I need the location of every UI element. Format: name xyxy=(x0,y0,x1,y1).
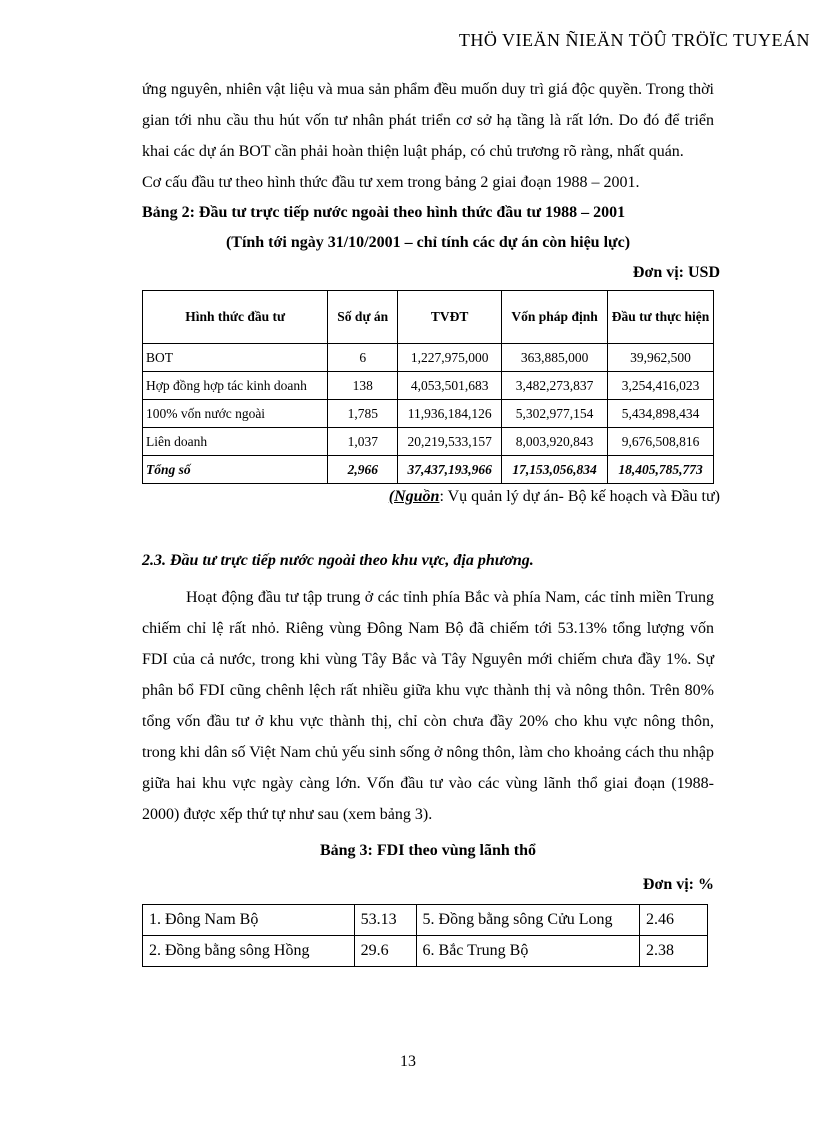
table-cell: Tổng số xyxy=(143,456,328,484)
table-cell: 1,785 xyxy=(328,400,398,428)
table-cell: 11,936,184,126 xyxy=(398,400,502,428)
table-cell: 2.46 xyxy=(640,905,708,936)
table-cell: 5,302,977,154 xyxy=(502,400,608,428)
table-cell: 1. Đông Nam Bộ xyxy=(143,905,355,936)
table-row xyxy=(143,428,714,456)
page-content xyxy=(142,74,720,967)
table-cell: Liên doanh xyxy=(143,428,328,456)
table-cell: 37,437,193,966 xyxy=(398,456,502,484)
table-cell: 2,966 xyxy=(328,456,398,484)
table-cell: 29.6 xyxy=(354,936,416,967)
region-fdi-table xyxy=(142,904,708,967)
table-cell: 2.38 xyxy=(640,936,708,967)
section-heading: 2.3. Đầu tư trực tiếp nước ngoài theo khu vực, địa phương. xyxy=(142,552,534,569)
table-cell: 100% vốn nước ngoài xyxy=(143,400,328,428)
table-cell: 53.13 xyxy=(354,905,416,936)
table2-caption: Bảng 2: Đầu tư trực tiếp nước ngoài theo hình thức đầu tư 1988 – 2001 xyxy=(142,204,626,221)
table-header-row xyxy=(143,291,714,344)
table-cell: 18,405,785,773 xyxy=(608,456,714,484)
table-cell: 20,219,533,157 xyxy=(398,428,502,456)
paragraph-2: Cơ cấu đầu tư theo hình thức đầu tư xem trong bảng 2 giai đoạn 1988 – 2001. xyxy=(142,174,640,191)
table2-subcaption: (Tính tới ngày 31/10/2001 – chỉ tính các dự án còn hiệu lực) xyxy=(225,234,631,251)
table-cell: 1,227,975,000 xyxy=(398,344,502,372)
table-cell: Hợp đồng hợp tác kinh doanh xyxy=(143,372,328,400)
header-form: Hình thức đầu tư xyxy=(143,291,328,344)
header-title: THÖ VIEÄN ÑIEÄN TÖÛ TRÖÏC TUYEÁN xyxy=(458,30,810,50)
table-cell: 6 xyxy=(328,344,398,372)
table-cell: BOT xyxy=(143,344,328,372)
source-text: : Vụ quản lý dự án- Bộ kế hoạch và Đầu tư) xyxy=(439,488,720,505)
table-cell: 39,962,500 xyxy=(608,344,714,372)
section-body: Hoạt động đầu tư tập trung ở các tỉnh phía Bắc và phía Nam, các tỉnh miền Trung chiếm chỉ lệ rất nhỏ. Riêng vùng Đông Nam Bộ đã chiếm tới 53.13% tổng lượng vốn FDI của cả nước, trong khi vùng Tây Bắc và Tây Nguyên mới chiếm chưa đầy 1%. Sự phân bổ FDI cũng chênh lệch rất nhiều giữa khu vực thành thị và nông thôn. Trên 80% tổng vốn đầu tư ở khu vực thành thị, chỉ còn chưa đầy 20% cho khu vực nông thôn, trong khi dân số Việt Nam chủ yếu sinh sống ở nông thôn, làm cho khoảng cách thu nhập giữa hai khu vực ngày càng lớn. Vốn đầu tư vào các vùng lãnh thổ giai đoạn (1988- 2000) được xếp thứ tự như sau (xem bảng 3). xyxy=(142,589,714,823)
table-cell: 9,676,508,816 xyxy=(608,428,714,456)
table2-source xyxy=(142,484,720,510)
investment-form-table xyxy=(142,290,714,484)
table3-caption: Bảng 3: FDI theo vùng lãnh thổ xyxy=(319,842,537,859)
table-row xyxy=(143,400,714,428)
table-cell: 6. Bắc Trung Bộ xyxy=(416,936,640,967)
table3-unit: Đơn vị: % xyxy=(642,876,714,893)
table-cell: 1,037 xyxy=(328,428,398,456)
page-number: 13 xyxy=(400,1053,416,1070)
table-cell: 4,053,501,683 xyxy=(398,372,502,400)
header-implemented: Đầu tư thực hiện xyxy=(608,291,714,344)
table-row xyxy=(143,936,708,967)
table-row xyxy=(143,344,714,372)
paragraph-1: ứng nguyên, nhiên vật liệu và mua sản phẩm đều muốn duy trì giá độc quyền. Trong thời gian tới nhu cầu thu hút vốn tư nhân phát triển cơ sở hạ tầng là rất lớn. Do đó để triển khai các dự án BOT cần phải hoàn thiện luật pháp, có chủ trương rõ ràng, nhất quán. xyxy=(142,81,714,160)
header-legal-capital: Vốn pháp định xyxy=(502,291,608,344)
table-cell: 17,153,056,834 xyxy=(502,456,608,484)
table-cell: 138 xyxy=(328,372,398,400)
source-label: (Nguồn xyxy=(388,488,440,505)
table-cell: 3,482,273,837 xyxy=(502,372,608,400)
table-cell: 363,885,000 xyxy=(502,344,608,372)
header-total-capital: TVĐT xyxy=(398,291,502,344)
table-row xyxy=(143,905,708,936)
table-cell: 8,003,920,843 xyxy=(502,428,608,456)
table-total-row xyxy=(143,456,714,484)
table2-unit: Đơn vị: USD xyxy=(632,264,720,281)
table-cell: 5,434,898,434 xyxy=(608,400,714,428)
table-row xyxy=(143,372,714,400)
table-cell: 5. Đồng bằng sông Cửu Long xyxy=(416,905,640,936)
table-cell: 3,254,416,023 xyxy=(608,372,714,400)
table-cell: 2. Đồng bằng sông Hồng xyxy=(143,936,355,967)
header-projects: Số dự án xyxy=(328,291,398,344)
